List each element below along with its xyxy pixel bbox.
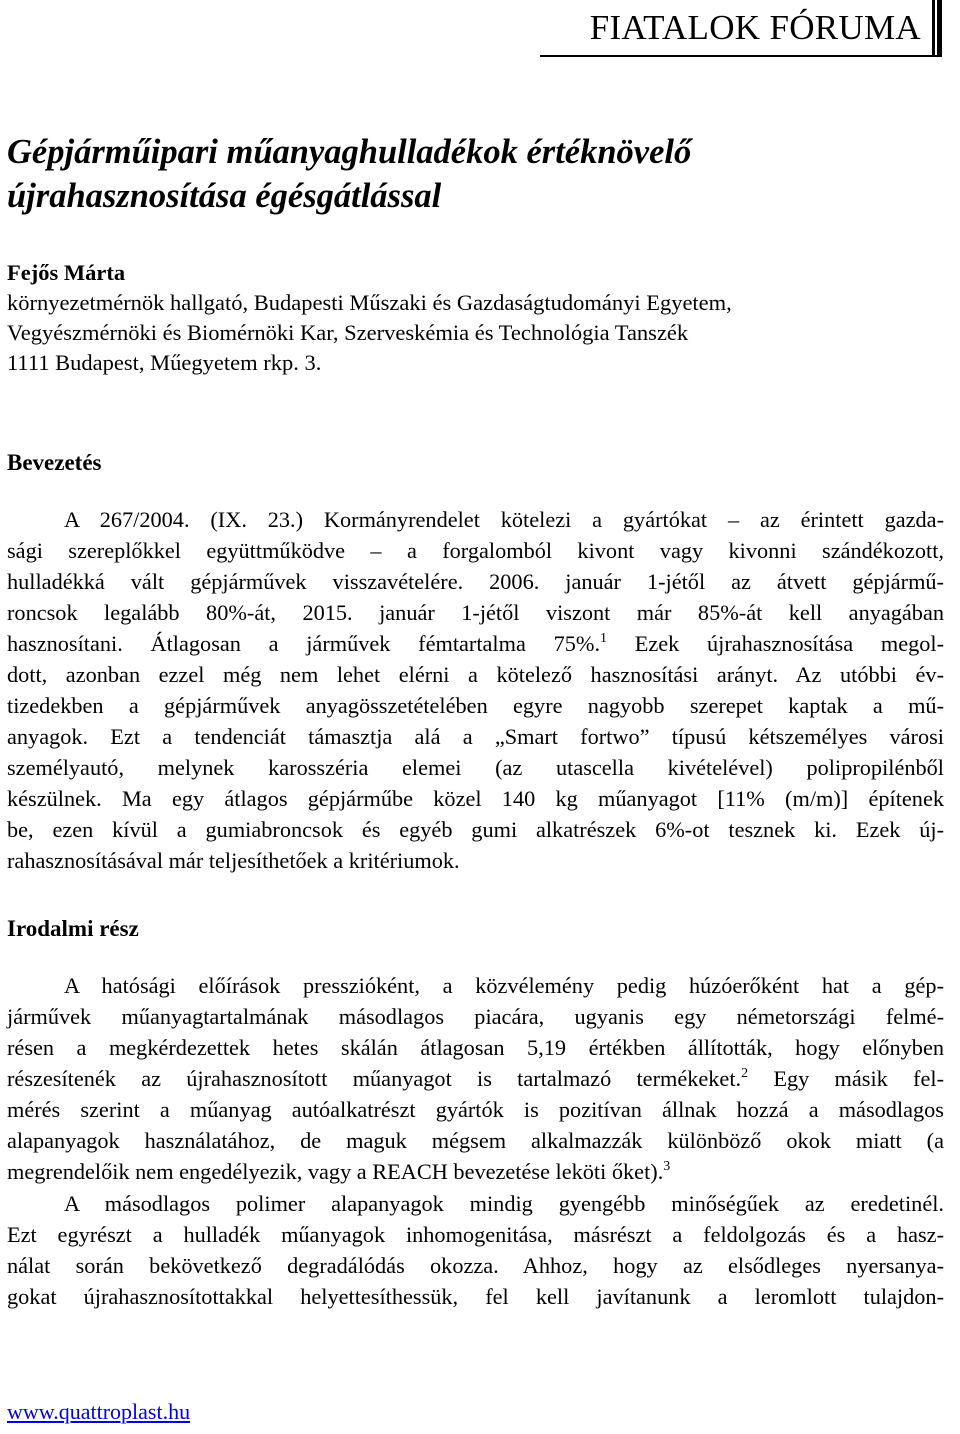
header-rule-bottom [540,55,942,57]
text-fragment: részesítenék az újrahasznosított műanyagot is tartalmazó termékeket. [7,1066,742,1091]
affiliation-line: környezetmérnök hallgató, Budapesti Műszaki és Gazdaságtudományi Egyetem, [7,290,732,315]
text-line: dott, azonban ezzel még nem lehet elérni a kötelező hasznosítási arányt. Az utóbbi év- [7,662,944,687]
text-line: nálat során bekövetkező degradálódás okozza. Ahhoz, hogy az elsődleges nyersanya- [7,1253,944,1278]
text-line: be, ezen kívül a gumiabroncsok és egyéb gumi alkatrészek 6%-ot tesznek ki. Ezek új- [7,817,944,842]
text-fragment: megrendelőik nem engedélyezik, vagy a REACH bevezetése leköti őket). [7,1159,664,1184]
text-line: roncsok legalább 80%-át, 2015. január 1-jétől viszont már 85%-át kell anyagában [7,600,944,625]
text-line: sági szereplőkkel együttműködve – a forgalomból kivont vagy kivonni szándékozott, [7,538,944,563]
article-title-line: Gépjárműipari műanyaghulladékok értéknövelő [7,133,692,171]
journal-name: FIATALOK FÓRUMA [589,8,921,47]
affiliation-line: 1111 Budapest, Műegyetem rkp. 3. [7,350,322,375]
intro-paragraph [7,504,944,876]
text-fragment: Ezek újrahasznosítása megol- [607,631,945,656]
article-title [7,130,907,218]
text-line-with-footnote [7,628,944,659]
text-line: alapanyagok használatához, de maguk mégsem alkalmazzák különböző okok miatt (a [7,1128,944,1153]
header-rule-thick [937,0,942,56]
text-line: járművek műanyagtartalmának másodlagos piacára, ugyanis egy németországi felmé- [7,1004,944,1029]
text-line: készülnek. Ma egy átlagos gépjárműbe közel 140 kg műanyagot [11% (m/m)] építenek [7,786,944,811]
text-line-with-footnote [7,1063,944,1094]
footnote-marker: 2 [741,1066,749,1081]
section-heading-intro: Bevezetés [7,450,102,475]
author-block [7,258,937,378]
text-fragment: Egy másik fel- [748,1066,944,1091]
footnote-marker: 3 [663,1159,671,1174]
footnote-marker: 1 [600,631,608,646]
text-line: rahasznosításával már teljesíthetőek a kritériumok. [7,848,460,873]
text-line: résen a megkérdezettek hetes skálán átlagosan 5,19 értékben állították, hogy előnyben [7,1035,944,1060]
text-line: tizedekben a gépjárművek anyagösszetételében egyre nagyobb szerepet kaptak a mű- [7,693,944,718]
affiliation-line: Vegyészmérnöki és Biomérnöki Kar, Szerveskémia és Technológia Tanszék [7,320,689,345]
section-heading-literature: Irodalmi rész [7,916,139,941]
text-line: Ezt egyrészt a hulladék műanyagok inhomogenitása, másrészt a feldolgozás és a hasz- [7,1222,944,1247]
text-line: anyagok. Ezt a tendenciát támasztja alá a „Smart fortwo” típusú kétszemélyes városi [7,724,944,749]
text-line: személyautó, melynek karosszéria elemei (az utascella kivételével) polipropilénből [7,755,944,780]
text-line: mérés szerint a műanyag autóalkatrészt gyártók is pozitívan állnak hozzá a másodlagos [7,1097,944,1122]
text-fragment: hasznosítani. Átlagosan a járművek fémtartalma 75%. [7,631,601,656]
text-line: A másodlagos polimer alapanyagok mindig gyengébb minőségűek az eredetinél. [64,1191,944,1216]
literature-paragraph-2 [7,1188,944,1312]
text-line: A hatósági előírások presszióként, a közvélemény pedig húzóerőként hat a gép- [64,973,944,998]
text-line: hulladékká vált gépjárművek visszavételére. 2006. január 1-jétől az átvett gépjármű- [7,569,944,594]
journal-header [540,0,945,58]
header-rule-thin [932,0,935,56]
text-line-with-footnote [7,1156,944,1187]
author-name: Fejős Márta [7,260,126,285]
text-line: gokat újrahasznosítottakkal helyettesíthessük, fel kell javítanunk a leromlott tulajdon- [7,1284,944,1309]
literature-paragraph-1 [7,970,944,1187]
article-title-line: újrahasznosítása égésgátlással [7,177,442,215]
website-link[interactable]: www.quattroplast.hu [7,1399,191,1424]
text-line: A 267/2004. (IX. 23.) Kormányrendelet kötelezi a gyártókat – az érintett gazda- [64,507,944,532]
